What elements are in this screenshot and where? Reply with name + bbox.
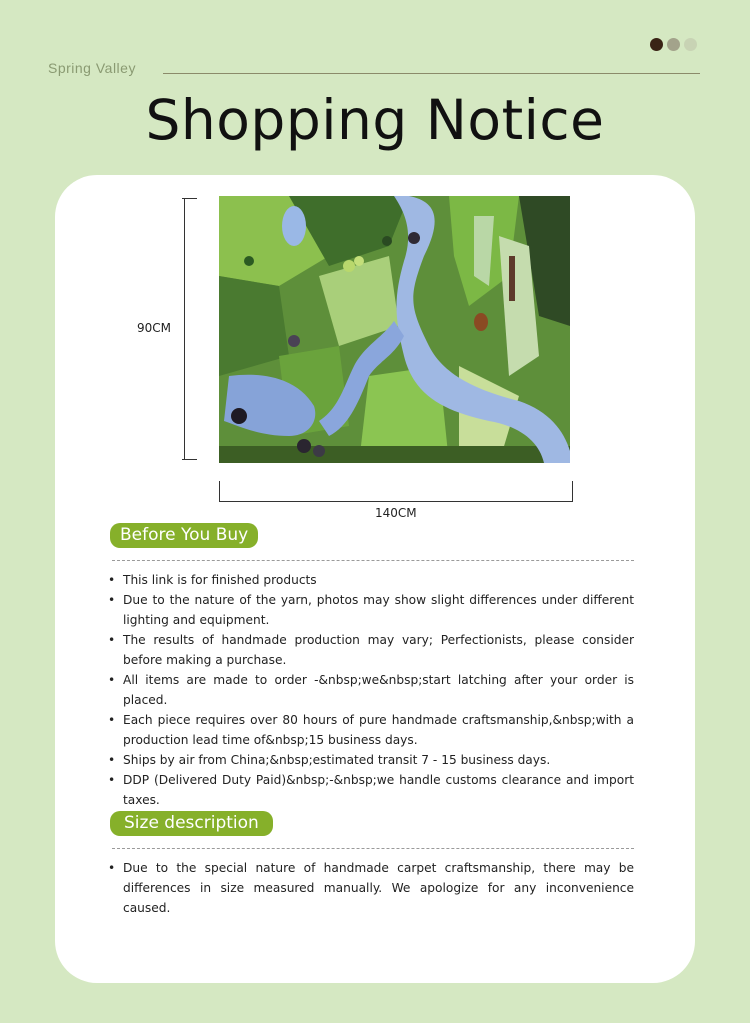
width-dimension-line — [219, 501, 573, 502]
before-you-buy-list — [106, 570, 634, 810]
width-label: 140CM — [375, 506, 417, 520]
height-tick-bottom — [182, 459, 197, 460]
decor-dots — [650, 38, 697, 51]
dot-3 — [684, 38, 697, 51]
list-item: • DDP (Delivered Duty Paid)&nbsp;-&nbsp;we handle customs clearance and import taxes. — [106, 770, 634, 810]
height-label: 90CM — [137, 321, 172, 335]
height-tick-top — [182, 198, 197, 199]
header-divider — [163, 73, 700, 74]
list-item: • Ships by air from China;&nbsp;estimated transit 7 - 15 business days. — [106, 750, 634, 770]
product-image — [219, 196, 570, 463]
size-description-heading: Size description — [110, 811, 273, 836]
list-item: • Due to the nature of the yarn, photos may show slight differences under different lighting and equipment. — [106, 590, 634, 630]
list-item: • Each piece requires over 80 hours of pure handmade craftsmanship,&nbsp;with a production lead time of&nbsp;15 business days. — [106, 710, 634, 750]
before-you-buy-heading: Before You Buy — [110, 523, 258, 548]
dot-2 — [667, 38, 680, 51]
list-item: • This link is for finished products — [106, 570, 634, 590]
page-title: Shopping Notice — [145, 88, 605, 152]
section-divider — [112, 848, 634, 849]
height-dimension-line — [184, 198, 185, 459]
list-item: • All items are made to order -&nbsp;we&nbsp;start latching after your order is placed. — [106, 670, 634, 710]
size-description-list — [106, 858, 634, 918]
brand-label: Spring Valley — [48, 60, 136, 76]
list-item: • The results of handmade production may vary; Perfectionists, please consider before making a purchase. — [106, 630, 634, 670]
width-tick-left — [219, 481, 220, 502]
list-item: • Due to the special nature of handmade carpet craftsmanship, there may be differences in size measured manually. We apologize for any inconvenience caused. — [106, 858, 634, 918]
dot-1 — [650, 38, 663, 51]
width-tick-right — [572, 481, 573, 502]
section-divider — [112, 560, 634, 561]
